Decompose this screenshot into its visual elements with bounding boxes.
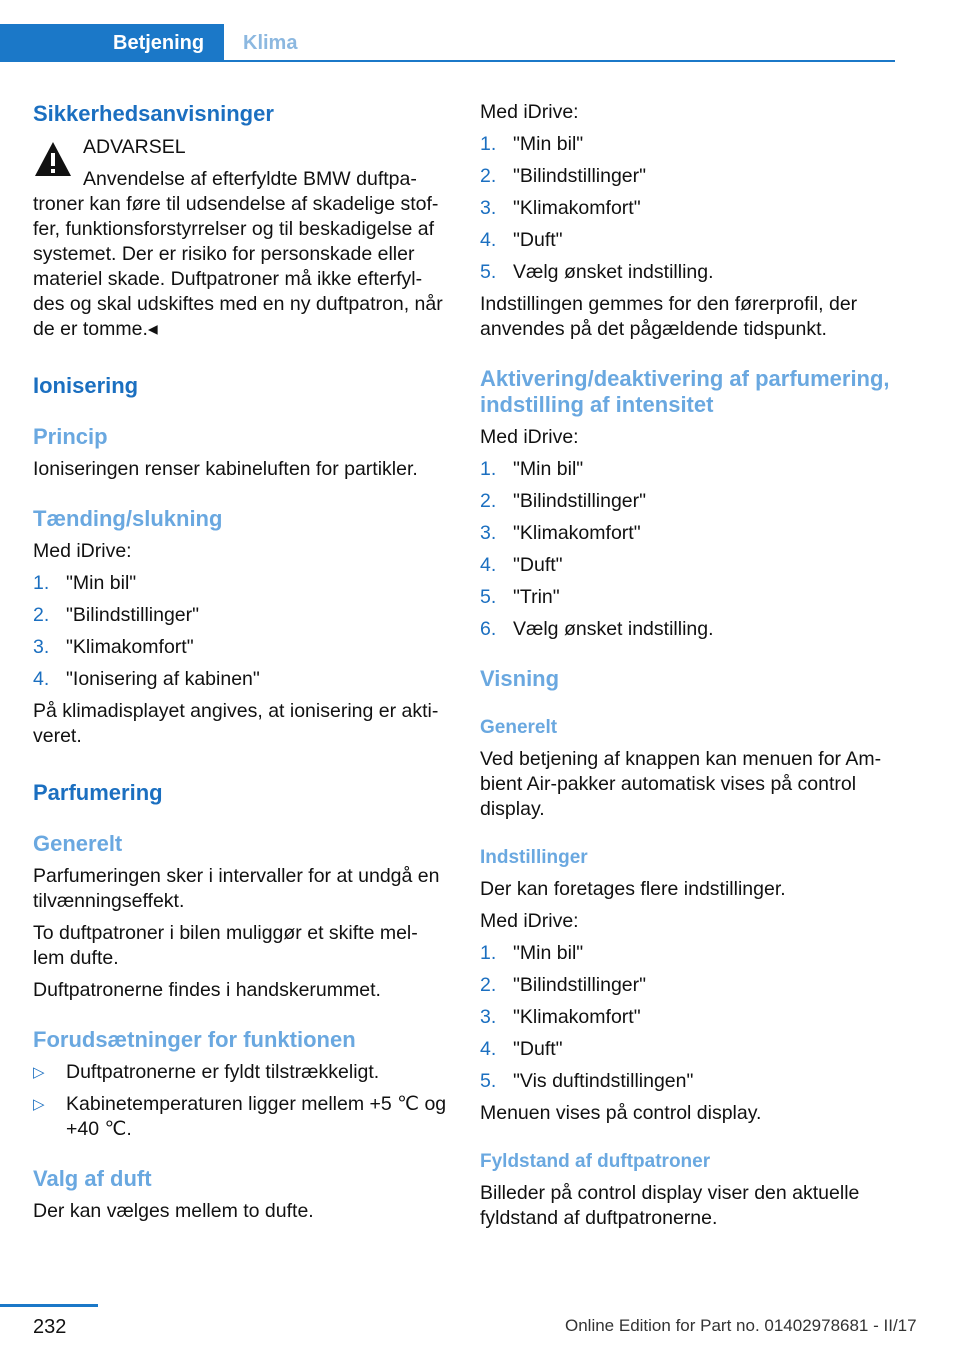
intensitet-steps — [480, 457, 895, 642]
list-item: 4. "Ionisering af kabinen" — [33, 668, 260, 690]
list-item: 2. "Bilindstillinger" — [480, 165, 647, 187]
tab-klima-label[interactable]: Klima — [243, 32, 298, 54]
taending-note: På klimadisplayet angives, at ionisering er akti-veret. — [33, 700, 439, 747]
list-item: 1. "Min bil" — [33, 572, 137, 594]
warning-text: troner kan føre til udsendelse af skadelige stof-fer, funktionsforstyrrelser og til beskadigelse af systemet. Der er risiko for personskade eller materiel skade. Duftpatroner må ikke efterfyl-des og skal udskiftes med en ny duftpatron, når de er tomme.◂ — [33, 193, 443, 340]
generelt-heading: Generelt — [33, 831, 123, 856]
triangle-bullet-icon: ▷ — [33, 1064, 45, 1081]
generelt-text-1: Parfumeringen sker i intervaller for at undgå en tilvænningseffekt. — [33, 865, 440, 912]
list-item: 2. "Bilindstillinger" — [480, 974, 647, 996]
warning-block — [33, 135, 447, 192]
generelt-text-right: Ved betjening af knappen kan menuen for Am-bient Air-pakker automatisk vises på control display. — [480, 748, 882, 820]
page-number: 232 — [33, 1316, 67, 1338]
list-item: 3. "Klimakomfort" — [33, 636, 194, 658]
tab-betjening-label: Betjening — [113, 32, 205, 54]
warning-first-line: Anvendelse af efterfyldte BMW duftpa- — [83, 168, 417, 190]
princip-heading: Princip — [33, 424, 108, 449]
duft-steps — [480, 132, 895, 285]
list-item: 4. "Duft" — [480, 229, 563, 251]
princip-text: Ioniseringen renser kabineluften for partikler. — [33, 458, 418, 480]
list-item: 3. "Klimakomfort" — [480, 522, 641, 544]
ionisering-heading: Ionisering — [33, 373, 139, 398]
list-item: 4. "Duft" — [480, 1038, 563, 1060]
indstillinger-heading: Indstillinger — [480, 847, 588, 868]
indstillinger-text: Der kan foretages flere indstillinger. — [480, 878, 786, 900]
visning-heading: Visning — [480, 666, 560, 691]
footer-rule — [0, 1304, 98, 1307]
aktivering-heading: Aktivering/deaktivering af parfumering, indstilling af intensitet — [480, 366, 890, 417]
list-item: ▷ Duftpatronerne er fyldt tilstrækkeligt. — [33, 1061, 380, 1083]
safety-heading: Sikkerhedsanvisninger — [33, 101, 274, 126]
list-item: ▷ Kabinetemperaturen ligger mellem +5 ℃ og +40 ℃. — [33, 1093, 447, 1140]
page-header — [0, 24, 895, 62]
parfumering-heading: Parfumering — [33, 780, 163, 805]
fyldstand-text: Billeder på control display viser den aktuelle fyldstand af duftpatronerne. — [480, 1182, 860, 1229]
triangle-bullet-icon: ▷ — [33, 1096, 45, 1113]
intro-3: Med iDrive: — [480, 910, 579, 932]
generelt-heading-right: Generelt — [480, 717, 558, 738]
warning-label: ADVARSEL — [83, 136, 186, 158]
generelt-text-3: Duftpatronerne findes i handskerummet. — [33, 979, 381, 1001]
generelt-text-2: To duftpatroner i bilen muliggør et skifte mel-lem dufte. — [33, 922, 418, 969]
list-item: 5. "Trin" — [480, 586, 560, 608]
visning-steps — [480, 941, 895, 1094]
list-item: 5. "Vis duftindstillingen" — [480, 1070, 694, 1092]
fyldstand-heading: Fyldstand af duftpatroner — [480, 1151, 711, 1172]
list-item: 4. "Duft" — [480, 554, 563, 576]
note-3: Menuen vises på control display. — [480, 1102, 762, 1124]
warning-triangle-icon — [33, 139, 73, 179]
list-item: 6. Vælg ønsket indstilling. — [480, 618, 714, 640]
right-column — [480, 100, 895, 1231]
list-item: 1. "Min bil" — [480, 942, 584, 964]
left-column — [33, 100, 447, 1224]
intro-1: Med iDrive: — [480, 101, 579, 123]
intro-2: Med iDrive: — [480, 426, 579, 448]
list-item: 2. "Bilindstillinger" — [480, 490, 647, 512]
valg-heading: Valg af duft — [33, 1166, 152, 1191]
forudsaetninger-list — [33, 1060, 447, 1142]
taending-intro: Med iDrive: — [33, 540, 132, 562]
list-item: 3. "Klimakomfort" — [480, 1006, 641, 1028]
taending-heading: Tænding/slukning — [33, 506, 223, 531]
list-item: 1. "Min bil" — [480, 133, 584, 155]
list-item: 5. Vælg ønsket indstilling. — [480, 261, 714, 283]
note-1: Indstillingen gemmes for den førerprofil, der anvendes på det pågældende tidspunkt. — [480, 293, 858, 340]
taending-steps — [33, 571, 447, 692]
edition-text: Online Edition for Part no. 01402978681 - II/17 — [565, 1316, 917, 1335]
valg-text: Der kan vælges mellem to dufte. — [33, 1200, 314, 1222]
list-item: 3. "Klimakomfort" — [480, 197, 641, 219]
list-item: 1. "Min bil" — [480, 458, 584, 480]
list-item: 2. "Bilindstillinger" — [33, 604, 200, 626]
forudsaetninger-heading: Forudsætninger for funktionen — [33, 1027, 356, 1052]
